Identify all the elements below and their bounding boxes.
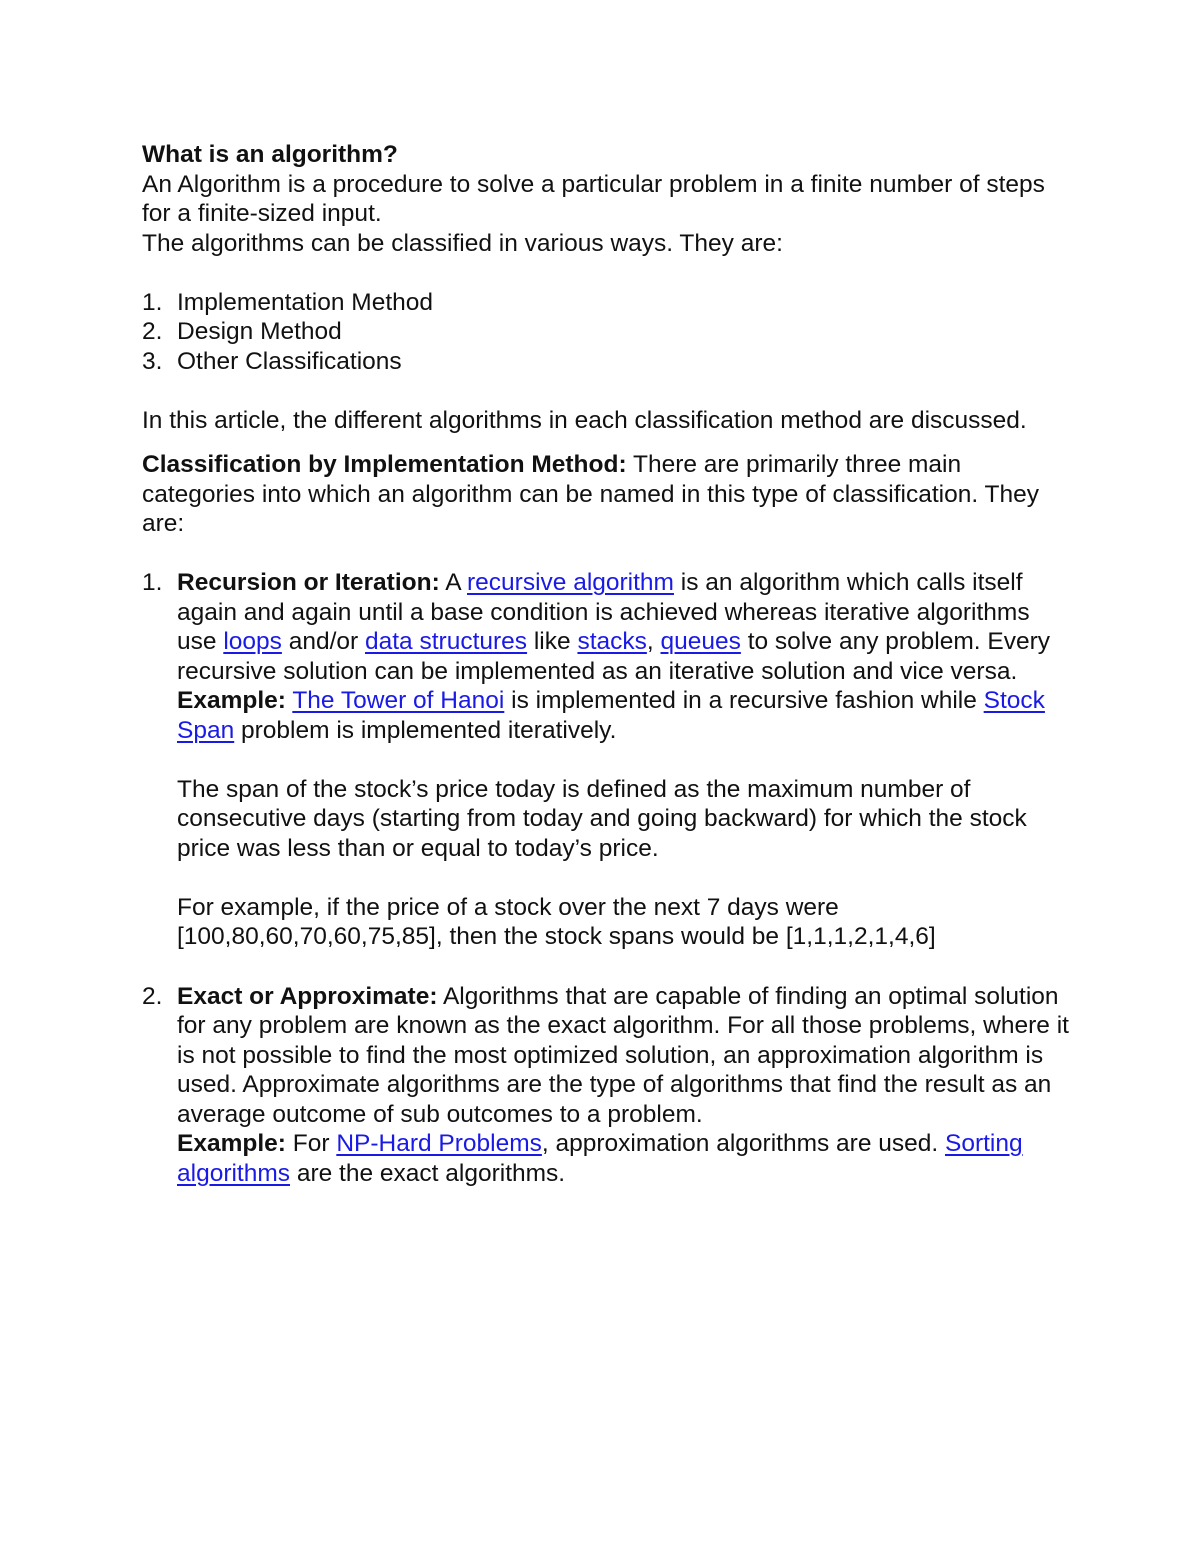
- loops-link[interactable]: loops: [223, 628, 282, 655]
- list-item-recursion: [142, 568, 1072, 952]
- queues-link[interactable]: queues: [660, 628, 741, 655]
- recursion-paragraph: Recursion or Iteration: A recursive algorithm is an algorithm which calls itself again and again until a base condition is achieved whereas iterative algorithms use loops and/or data structures like stacks, queues to solve any problem. Every recursive solution can be implemented as an iterative solution and vice versa.: [177, 569, 1050, 685]
- list-number: 1.: [142, 569, 163, 596]
- spacer: [142, 258, 1072, 288]
- list-item-label: Design Method: [177, 318, 342, 345]
- recursion-example: Example: The Tower of Hanoi is implemented in a recursive fashion while Stock Span problem is implemented iteratively.: [177, 687, 1045, 744]
- impl-section-heading: Classification by Implementation Method:: [142, 451, 627, 478]
- spacer: [142, 376, 1072, 406]
- np-hard-problems-link[interactable]: NP-Hard Problems: [336, 1130, 542, 1157]
- intro-heading: What is an algorithm?: [142, 141, 398, 168]
- recursion-title: Recursion or Iteration:: [177, 569, 440, 596]
- list-item-exact: [142, 982, 1072, 1189]
- spacer: [177, 745, 1072, 775]
- span-definition: The span of the stock’s price today is defined as the maximum number of consecutive days (starting from today and going backward) for which the stock price was less than or equal to today’s price.: [177, 775, 1027, 862]
- example-label: Example:: [177, 687, 286, 714]
- impl-section-paragraph: [142, 450, 1072, 539]
- list-item: [142, 347, 1072, 377]
- exact-paragraph: Exact or Approximate: Algorithms that are capable of finding an optimal solution for any problem are known as the exact algorithm. For all those problems, where it is not possible to find the most optimized solution, an approximation algorithm is used. Approximate algorithms are the type of algorithms that find the result as an average outcome of sub outcomes to a problem.: [177, 982, 1069, 1128]
- exact-example: Example: For NP-Hard Problems, approximation algorithms are used. Sorting algorithms are the exact algorithms.: [177, 1130, 1023, 1187]
- intro-definition: An Algorithm is a procedure to solve a particular problem in a finite number of steps for a finite-sized input.: [142, 170, 1045, 227]
- classification-list: [142, 288, 1072, 377]
- list-item-label: Implementation Method: [177, 288, 434, 316]
- impl-section-text: There are primarily three main categories into which an algorithm can be named in this type of classification. They are:: [142, 451, 1040, 537]
- implementation-list: [142, 568, 1072, 1188]
- sorting-algorithms-link[interactable]: Sorting algorithms: [177, 1130, 1023, 1187]
- list-item-label: Other Classifications: [177, 347, 402, 375]
- exact-title: Exact or Approximate:: [177, 982, 438, 1010]
- document-page: [142, 140, 1072, 1188]
- spacer: [177, 863, 1072, 893]
- list-number: 1.: [142, 288, 163, 316]
- stock-span-link[interactable]: Stock Span: [177, 687, 1045, 744]
- list-number: 2.: [142, 982, 163, 1010]
- data-structures-link[interactable]: data structures: [364, 628, 528, 655]
- article-note: In this article, the different algorithms in each classification method are discussed.: [142, 406, 1027, 434]
- tower-of-hanoi-link[interactable]: The Tower of Hanoi: [292, 687, 505, 714]
- stacks-link[interactable]: stacks: [577, 628, 647, 655]
- example-label: Example:: [177, 1130, 286, 1157]
- recursive-algorithm-link[interactable]: recursive algorithm: [467, 569, 674, 596]
- spacer: [142, 539, 1072, 569]
- list-item: [142, 317, 1072, 347]
- list-number: 3.: [142, 347, 163, 375]
- span-example: For example, if the price of a stock over the next 7 days were [100,80,60,70,60,75,85], then the stock spans would be [1,1,1,2,1,4,6]: [177, 893, 936, 950]
- intro-classified: The algorithms can be classified in various ways. They are:: [142, 229, 783, 257]
- list-item: [142, 288, 1072, 318]
- list-number: 2.: [142, 318, 163, 345]
- spacer: [142, 435, 1072, 450]
